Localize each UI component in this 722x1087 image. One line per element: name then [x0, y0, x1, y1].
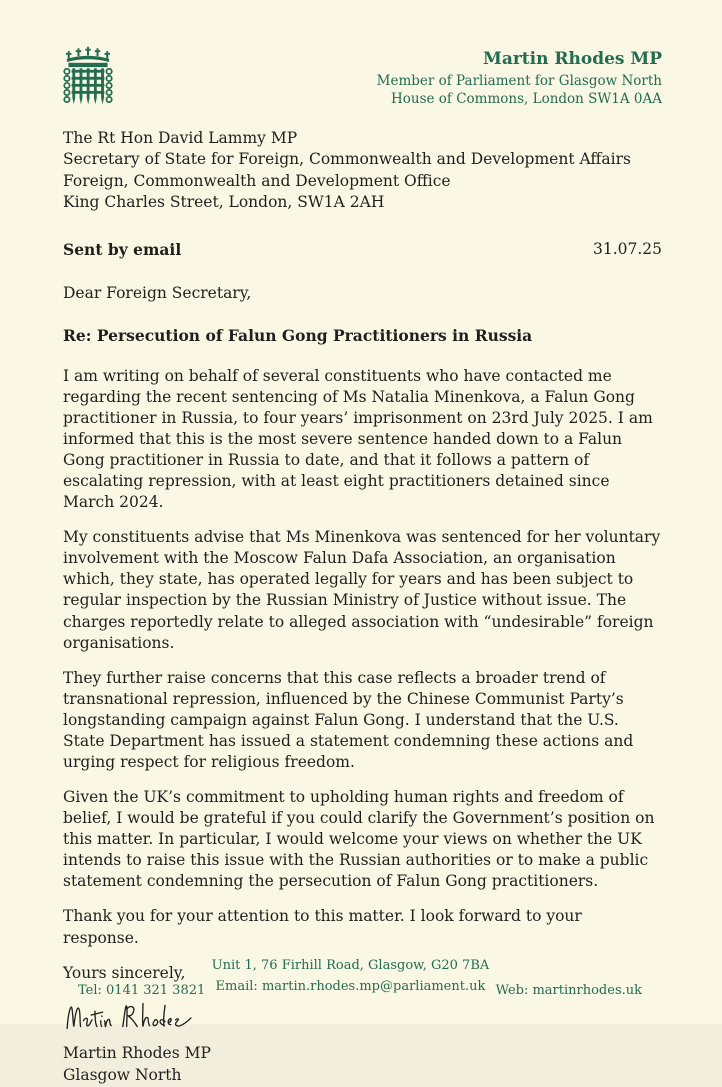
- meta-row: [63, 240, 662, 259]
- footer: [0, 956, 722, 998]
- sender-address: House of Commons, London SW1A 0AA: [391, 91, 662, 108]
- recipient-line: Secretary of State for Foreign, Commonwealth and Development Affairs: [63, 150, 631, 169]
- sender-name: Martin Rhodes MP: [483, 49, 662, 69]
- footer-office-address: Unit 1, 76 Firhill Road, Glasgow, G20 7BA: [211, 958, 490, 974]
- sender-block: [377, 46, 662, 109]
- letter-date: 31.07.25: [592, 239, 662, 258]
- recipient-line: The Rt Hon David Lammy MP: [63, 129, 298, 147]
- handwritten-signature: [63, 992, 662, 1042]
- sender-role: Member of Parliament for Glasgow North: [376, 73, 662, 90]
- footer-email: Email: martin.rhodes.mp@parliament.uk: [215, 979, 486, 995]
- body-paragraph: My constituents advise that Ms Minenkova was sentenced for her voluntary involvement with the Moscow Falun Dafa Association, an organisation which, they state, has operated legally for years and has been subject to regular inspection by the Russian Ministry of Justice without issue. The charges reportedly relate to alleged association with “undesirable” foreign organisations.: [63, 528, 661, 652]
- subject-line: Re: Persecution of Falun Gong Practitioners in Russia: [63, 325, 533, 345]
- footer-web: Web: martinrhodes.uk: [495, 983, 642, 998]
- closing-sentence: Thank you for your attention to this matter. I look forward to your response.: [63, 907, 582, 947]
- body-paragraph: I am writing on behalf of several constituents who have contacted me regarding the recent sentencing of Ms Natalia Minenkova, a Falun Gong practitioner in Russia, to four years’ imprisonment on 23rd July 2025. I am informed that this is the most severe sentence handed down to a Falun Gong practitioner in Russia to date, and that it follows a pattern of escalating repression, with at least eight practitioners detained since March 2024.: [63, 366, 653, 512]
- recipient-line: Foreign, Commonwealth and Development Office: [63, 171, 451, 190]
- body-paragraph: They further raise concerns that this case reflects a broader trend of transnational repression, influenced by the Chinese Communist Party’s longstanding campaign against Falun Gong. I understand that the U.S. State Department has issued a statement condemning these actions and urging respect for religious freedom.: [63, 668, 634, 771]
- footer-center-block: [212, 956, 490, 998]
- body-paragraph: Given the UK’s commitment to upholding human rights and freedom of belief, I would be grateful if you could clarify the Government’s position on this matter. In particular, I would welcome your views on whether the UK intends to raise this issue with the Russian authorities or to make a public statement condemning the persecution of Falun Gong practitioners.: [63, 788, 655, 891]
- salutation: Dear Foreign Secretary,: [63, 283, 252, 302]
- signatory-name: Martin Rhodes MP: [63, 1043, 211, 1062]
- valediction: Yours sincerely,: [63, 963, 186, 982]
- footer-tel: Tel: 0141 321 3821: [78, 983, 206, 998]
- signatory-constituency: Glasgow North: [63, 1066, 182, 1085]
- letterhead: [63, 46, 662, 114]
- recipient-line: King Charles Street, London, SW1A 2AH: [63, 193, 385, 212]
- sent-by-email-label: Sent by email: [63, 239, 182, 259]
- recipient-address: [63, 128, 662, 214]
- house-of-commons-portcullis-icon: [63, 46, 113, 114]
